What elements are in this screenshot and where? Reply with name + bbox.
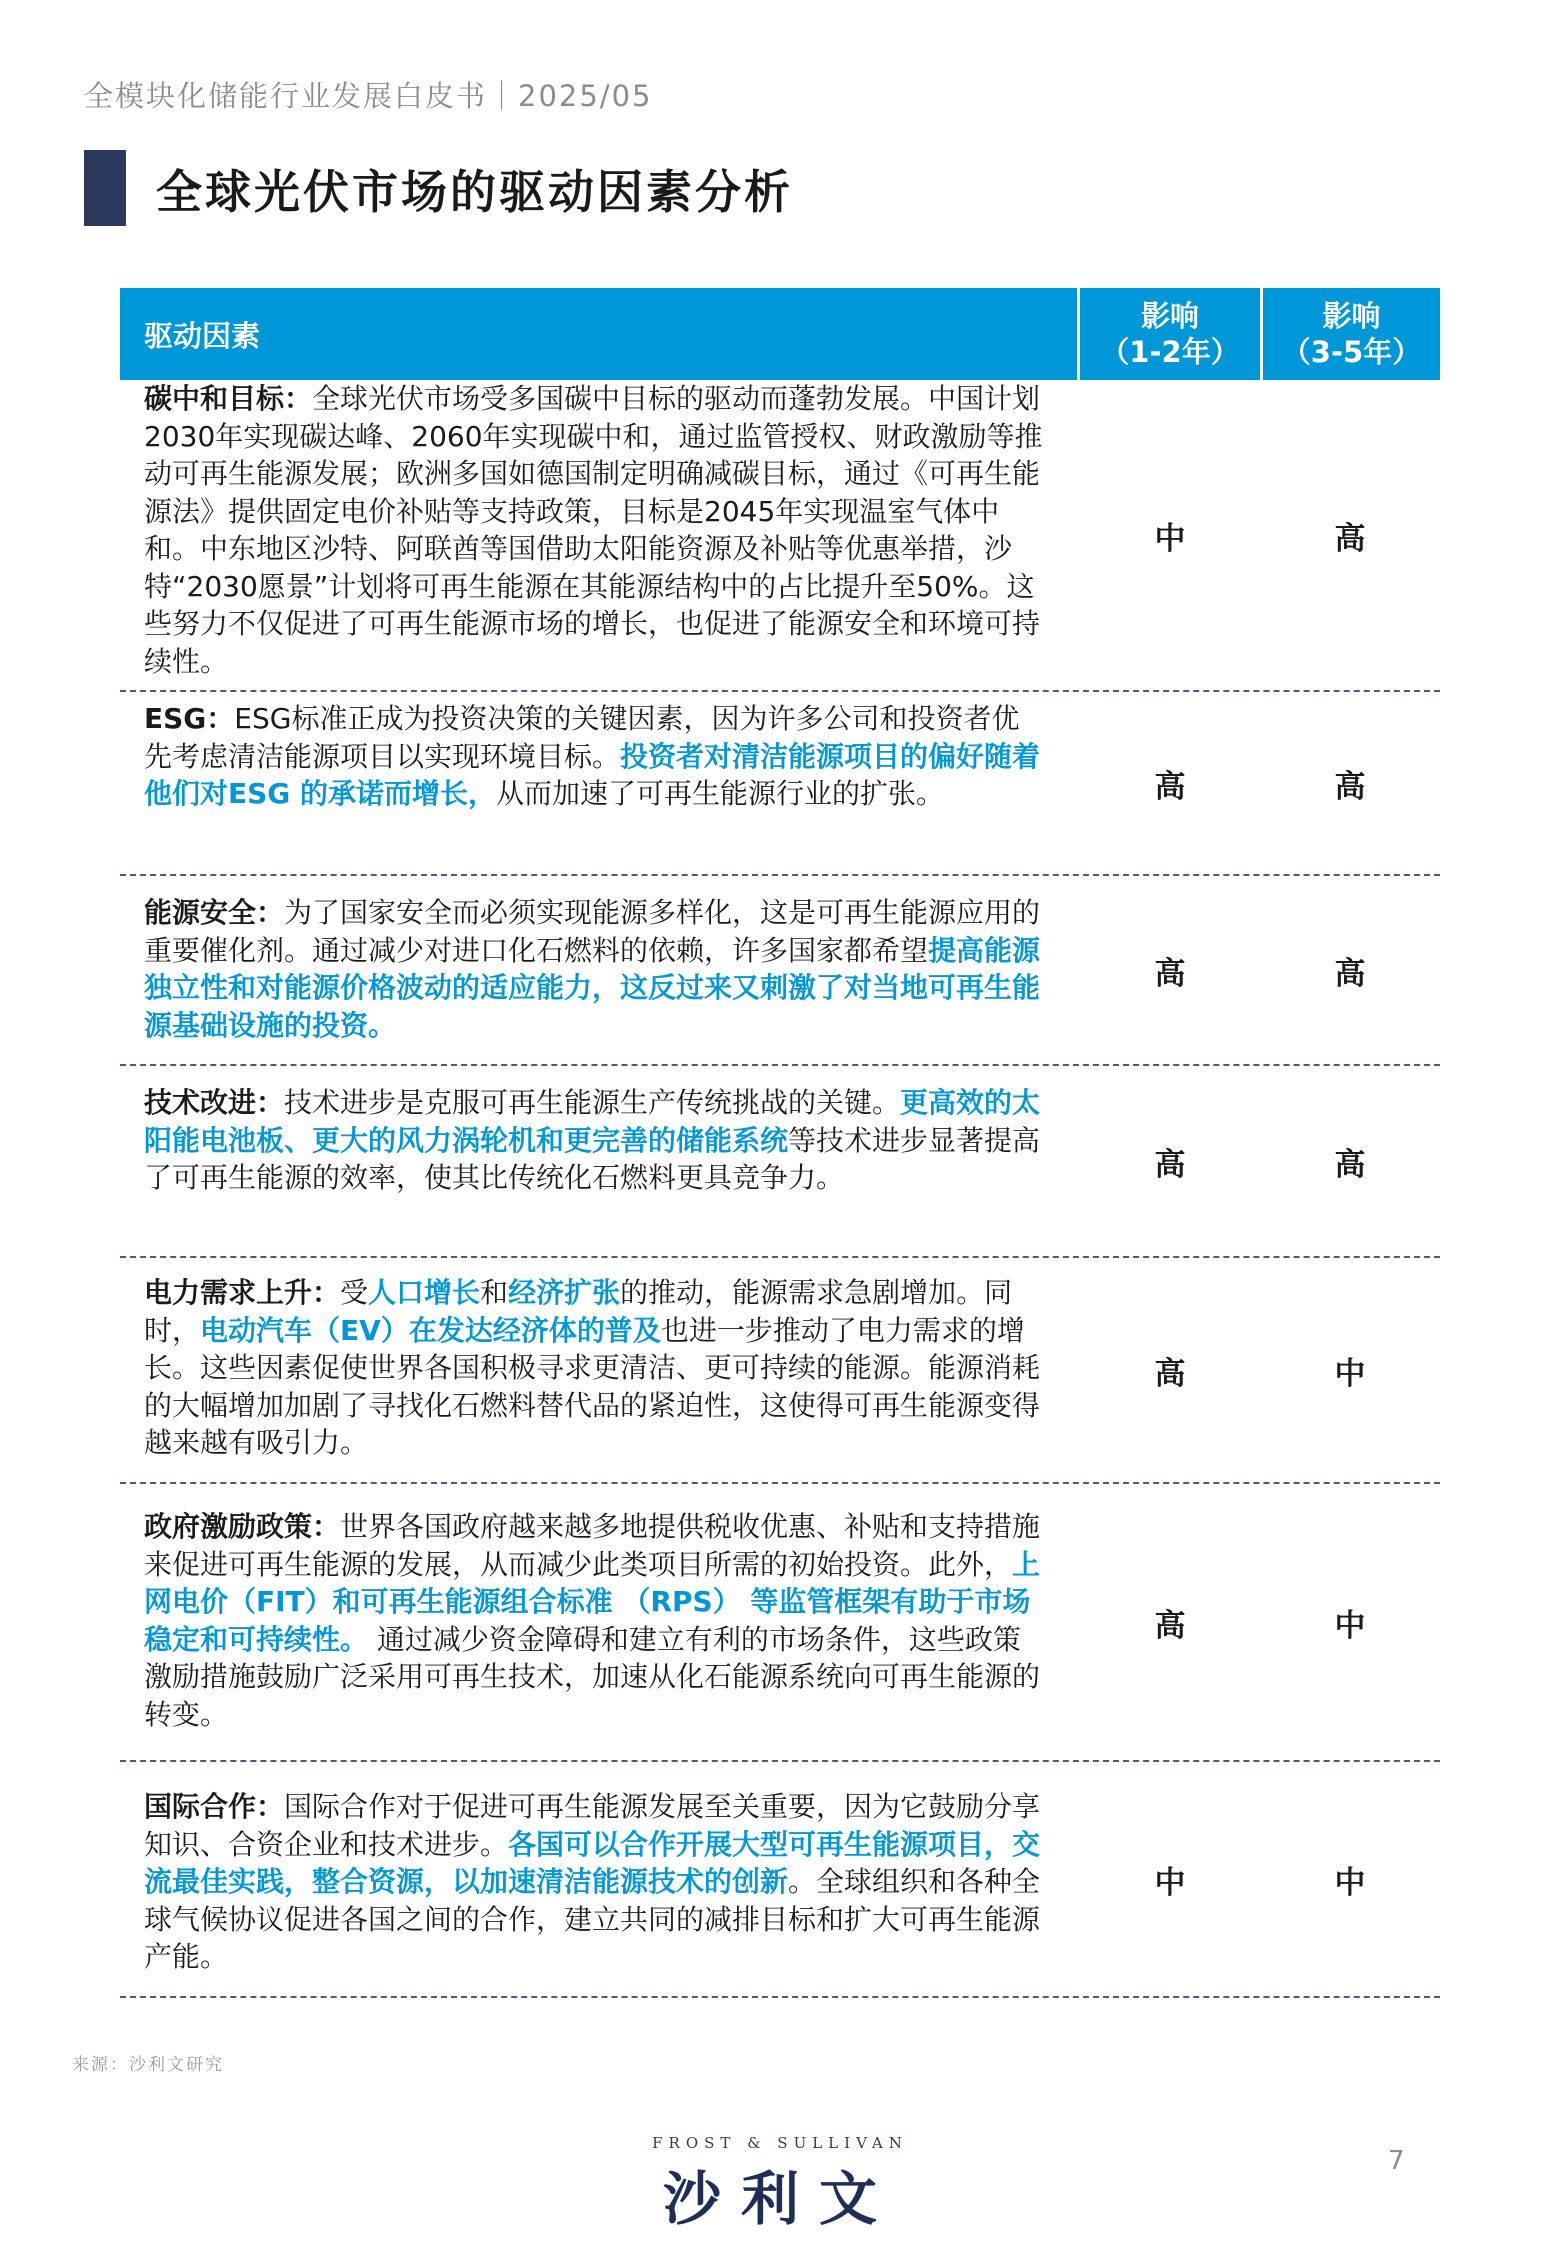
factor-label: 碳中和目标： [144,382,313,415]
impact-long-value: 中 [1334,1607,1366,1644]
factor-text: 全球光伏市场受多国碳中目标的驱动而蓬勃发展。中国计划2030年实现碳达峰、2060年实现碳中和，通过监管授权、财政激励等推动可再生能源发展；欧洲多国如德国制定明确减碳目标，通过《可再生能源法》提供固定电价补贴等支持政策，目标是2045年实现温室气体中和。中东地区沙特、阿联酋等国借助太阳能资源及补贴等优惠举措，沙特“2030愿景”计划将可再生能源在其能源结构中的占比提升至50%。这些努力不仅促进了可再生能源市场的增长，也促进了能源安全和环境可持续性。 [144,382,1043,678]
factor-text: 受 [340,1276,369,1309]
page-number: 7 [1388,2146,1405,2176]
source-note: 来源：沙利文研究 [72,2055,224,2075]
factor-text: 技术进步是克服可再生能源生产传统挑战的关键。 [284,1086,901,1119]
title-accent-bar [84,150,126,226]
factor-label: 技术改进： [144,1086,285,1119]
factor-label: 电力需求上升： [144,1276,341,1309]
impact-short-value: 高 [1154,955,1186,992]
table-header [120,288,1440,380]
factor-description [120,1258,1080,1482]
factor-label: 政府激励政策： [144,1510,341,1543]
logo-chinese: 沙利文 [662,2165,897,2233]
factor-text: 为了国家安全而必须实现能源多样化，这是可再生能源应用的重要催化剂。通过减少对进口化石燃料的依赖，许多国家都希望 [144,896,1041,967]
factor-text: 也进一步推动了电力需求的增长。这些因素促使世界各国积极寻求更清洁、更可持续的能源。能源消耗的大幅增加加剧了寻找化石燃料替代品的紧迫性，这使得可再生能源变得越来越有吸引力。 [144,1313,1041,1459]
impact-short-value: 中 [1154,1864,1186,1901]
factor-text: ESG标准正成为投资决策的关键因素，因为许多公司和投资者优先考虑清洁能源项目以实现环境目标。 [144,702,1020,773]
factor-highlight: 经济扩张 [508,1276,621,1309]
factor-text: 通过减少资金障碍和建立有利的市场条件，这些政策激励措施鼓励广泛采用可再生技术，加速从化石能源系统向可再生能源的转变。 [144,1622,1041,1731]
impact-short-value: 高 [1154,1355,1186,1392]
impact-long-value: 高 [1334,955,1366,992]
factor-highlight: 提高能源独立性和对能源价格波动的适应能力，这反过来又刺激了对当地可再生能源基础设施的投资。 [144,933,1041,1042]
factor-label: 能源安全： [144,896,285,929]
drivers-table [120,288,1440,1998]
header-impact-long [1260,288,1440,380]
impact-short-value: 高 [1154,1146,1186,1183]
factor-description [120,1762,1080,1996]
factor-text: 。全球组织和各种全球气候协议促进各国之间的合作，建立共同的减排目标和扩大可再生能源产能。 [144,1865,1041,1973]
impact-long-value: 高 [1334,520,1366,557]
factor-text: 和 [480,1276,509,1309]
factor-highlight: 上网电价（FIT）和可再生能源组合标准 （RPS） 等监管框架有助于市场稳定和可持续性。 [144,1547,1041,1656]
impact-short-value: 高 [1154,1607,1186,1644]
table-row [120,1762,1440,1998]
page-title: 全球光伏市场的驱动因素分析 [156,165,793,219]
factor-description [120,1066,1080,1256]
impact-long-value: 中 [1334,1864,1366,1901]
table-row [120,692,1440,876]
table-row [120,1484,1440,1762]
table-row [120,876,1440,1066]
factor-highlight: 电动汽车（EV）在发达经济体的普及 [200,1313,661,1347]
impact-long-value: 中 [1334,1355,1366,1392]
factor-text: 从而加速了可再生能源行业的扩张。 [496,777,945,810]
impact-short-value: 高 [1154,768,1186,805]
table-row [120,1258,1440,1484]
document-header: 全模块化储能行业发展白皮书｜2025/05 [84,79,653,113]
factor-text: 世界各国政府越来越多地提供税收优惠、补贴和支持措施来促进可再生能源的发展，从而减少此类项目所需的初始投资。此外， [144,1510,1041,1581]
factor-text: 的推动，能源需求急剧增加。同时， [144,1276,1013,1347]
factor-highlight: 人口增长 [368,1276,481,1309]
factor-label: ESG： [144,702,235,735]
factor-highlight: 各国可以合作开展大型可再生能源项目，交流最佳实践，整合资源，以加速清洁能源技术的创新 [144,1827,1041,1898]
header-factor: 驱动因素 [120,288,1080,380]
factor-label: 国际合作： [144,1790,285,1823]
factor-text: 国际合作对于促进可再生能源发展至关重要，因为它鼓励分享知识、合资企业和技术进步。 [144,1790,1041,1861]
logo-english: FROST & SULLIVAN [652,2134,908,2152]
header-impact-long-period: （3-5年） [1281,335,1422,369]
factor-description [120,1484,1080,1760]
factor-description [120,876,1080,1064]
header-impact-short-period: （1-2年） [1100,335,1240,369]
factor-highlight: 更高效的太阳能电池板、更大的风力涡轮机和更完善的储能系统 [144,1086,1041,1157]
impact-long-value: 高 [1334,768,1366,805]
factor-text: 等技术进步显著提高了可再生能源的效率，使其比传统化石燃料更具竞争力。 [144,1123,1041,1194]
factor-highlight: 投资者对清洁能源项目的偏好随着他们对ESG 的承诺而增长， [144,739,1041,810]
table-row [120,380,1440,692]
impact-long-value: 高 [1334,1146,1366,1183]
header-impact-long-label: 影响 [1322,299,1381,333]
factor-description [120,692,1080,874]
header-impact-short-label: 影响 [1140,299,1199,333]
table-row [120,1066,1440,1258]
impact-short-value: 中 [1154,520,1186,557]
header-impact-short [1080,288,1260,380]
factor-description [120,380,1080,690]
